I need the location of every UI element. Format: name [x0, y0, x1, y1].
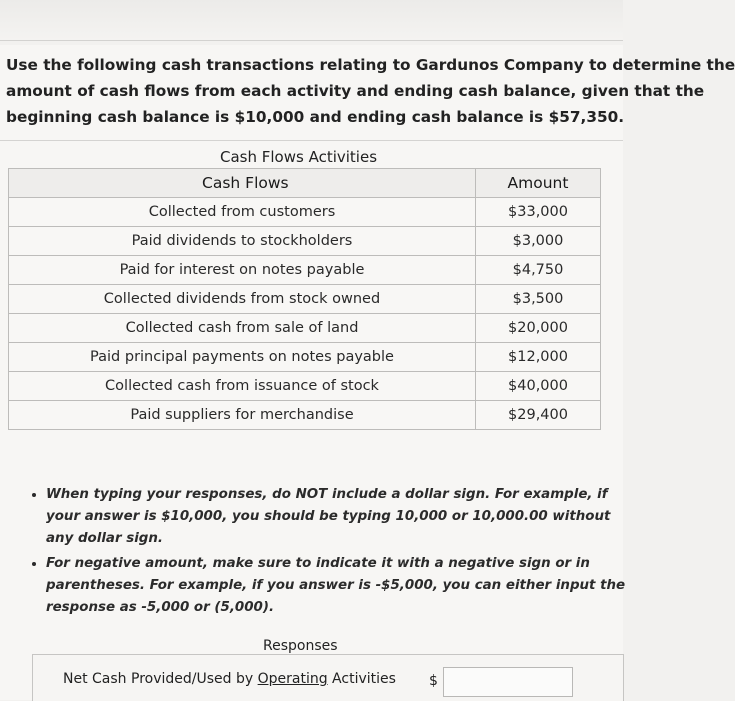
- question-prompt: [6, 52, 735, 130]
- table-title: Cash Flows Activities: [220, 148, 378, 166]
- note-item: • When typing your responses, do NOT include a dollar sign. For example, if your answer is $10,000, you should be typing 10,000 or 10,000.00 without any dollar sign.: [46, 484, 631, 550]
- response-label-keyword: Operating: [257, 671, 328, 687]
- table-row: [9, 314, 601, 343]
- cash-flows-table: [8, 168, 601, 430]
- instruction-notes: [30, 484, 631, 622]
- currency-symbol: $: [429, 673, 438, 689]
- table-row: [9, 227, 601, 256]
- amount-cell: $4,750: [476, 256, 601, 285]
- table-row: [9, 343, 601, 372]
- cash-flow-cell: Paid suppliers for merchandise: [9, 401, 476, 430]
- cash-flow-cell: Collected cash from sale of land: [9, 314, 476, 343]
- cash-flow-cell: Paid for interest on notes payable: [9, 256, 476, 285]
- table-row: [9, 198, 601, 227]
- operating-activities-input[interactable]: [443, 667, 573, 697]
- header-cash-flows: Cash Flows: [9, 169, 476, 198]
- amount-cell: $29,400: [476, 401, 601, 430]
- table-row: [9, 285, 601, 314]
- cash-flow-cell: Collected dividends from stock owned: [9, 285, 476, 314]
- amount-cell: $33,000: [476, 198, 601, 227]
- amount-cell: $3,500: [476, 285, 601, 314]
- response-label-suffix: Activities: [327, 671, 396, 687]
- amount-cell: $3,000: [476, 227, 601, 256]
- responses-heading: Responses: [263, 638, 338, 654]
- amount-cell: $12,000: [476, 343, 601, 372]
- prompt-line-1: Use the following cash transactions relating to Gardunos Company to determine the: [6, 56, 735, 74]
- cash-flow-cell: Paid dividends to stockholders: [9, 227, 476, 256]
- table-row: [9, 372, 601, 401]
- response-label: [63, 671, 396, 687]
- amount-cell: $20,000: [476, 314, 601, 343]
- cash-flow-cell: Collected cash from issuance of stock: [9, 372, 476, 401]
- cash-flow-cell: Collected from customers: [9, 198, 476, 227]
- response-row-operating: [32, 654, 624, 701]
- response-label-prefix: Net Cash Provided/Used by: [63, 671, 258, 687]
- cash-flow-cell: Paid principal payments on notes payable: [9, 343, 476, 372]
- amount-cell: $40,000: [476, 372, 601, 401]
- prompt-line-2: amount of cash flows from each activity and ending cash balance, given that the: [6, 82, 705, 100]
- table-row: [9, 401, 601, 430]
- header-amount: Amount: [476, 169, 601, 198]
- table-header-row: [9, 169, 601, 198]
- table-row: [9, 256, 601, 285]
- note-item: • For negative amount, make sure to indicate it with a negative sign or in parentheses. For example, if you answer is -$5,000, you can either input the response as -5,000 or (5,000).: [46, 553, 631, 619]
- top-strip: [0, 0, 623, 41]
- prompt-line-3: beginning cash balance is $10,000 and ending cash balance is $57,350.: [6, 108, 625, 126]
